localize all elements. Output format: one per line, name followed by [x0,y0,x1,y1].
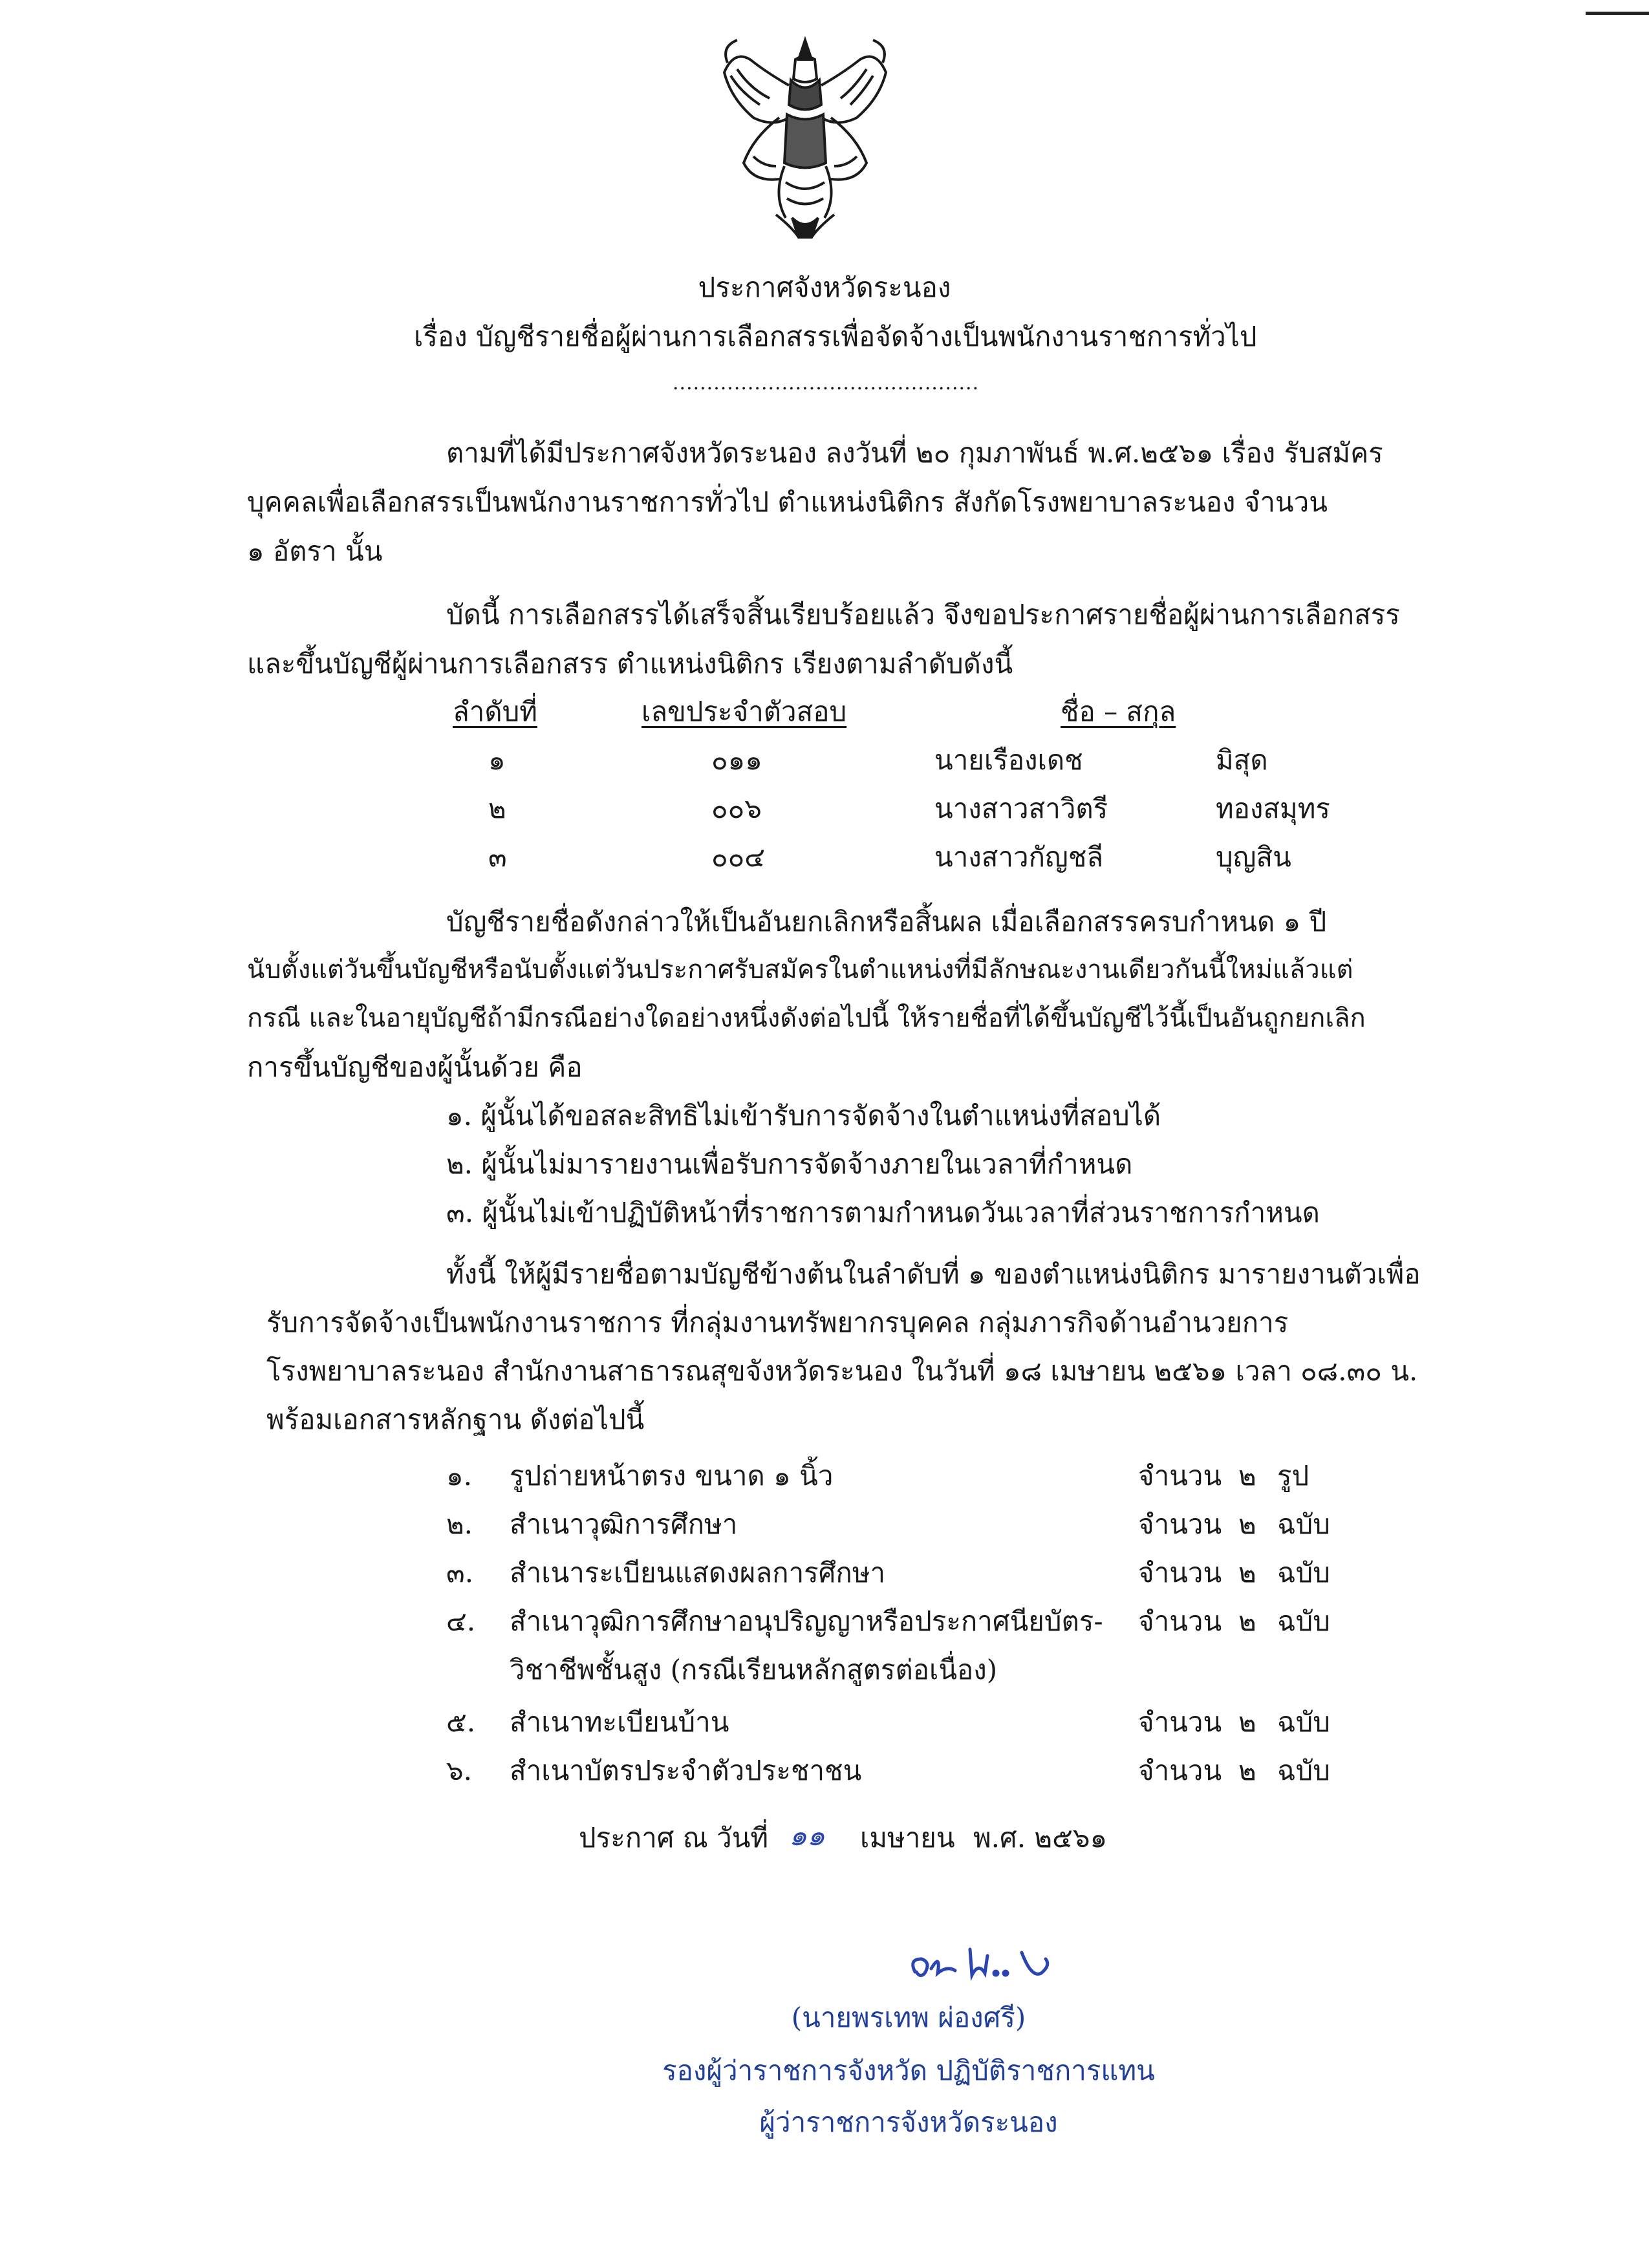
doc-text: สำเนาทะเบียนบ้าน [510,1706,729,1738]
row3-first-name: นางสาวกัญชลี [934,841,1104,873]
doc-unit: ฉบับ [1277,1508,1330,1540]
row1-last-name: มิสุด [1216,744,1268,776]
dateline-year: พ.ศ. ๒๕๖๑ [973,1822,1108,1854]
row2-last-name: ทองสมุทร [1216,793,1330,824]
doc-text: สำเนาวุฒิการศึกษาอนุปริญญาหรือประกาศนียบัตร- [510,1605,1103,1637]
doc-qty: ๒ [1238,1557,1256,1589]
doc-unit: ฉบับ [1277,1755,1330,1786]
doc-qty: ๒ [1238,1706,1256,1738]
table-header-name: ชื่อ – สกุล [1061,696,1176,727]
doc-text: รูปถ่ายหน้าตรง ขนาด ๑ นิ้ว [510,1460,834,1492]
doc-qty-label: จำนวน [1138,1460,1222,1492]
signatory-position-1: รองผู้ว่าราชการจังหวัด ปฏิบัติราชการแทน [662,2055,1155,2086]
dateline-day: ๑๑ [789,1819,825,1852]
para4-line2: รับการจัดจ้างเป็นพนักงานราชการ ที่กลุ่มงานทรัพยากรบุคคล กลุ่มภารกิจด้านอำนวยการ [266,1307,1289,1338]
dateline-month: เมษายน [860,1822,955,1854]
para3-line4: การขึ้นบัญชีของผู้นั้นด้วย คือ [247,1051,583,1083]
signatory-position-2: ผู้ว่าราชการจังหวัดระนอง [759,2106,1058,2138]
para1-line1: ตามที่ได้มีประกาศจังหวัดระนอง ลงวันที่ ๒๐ กุมภาพันธ์ พ.ศ.๒๕๖๑ เรื่อง รับสมัคร [446,437,1383,469]
doc-qty-label: จำนวน [1138,1755,1222,1786]
row2-exam-id: ๐๐๖ [711,793,762,824]
condition-item-2: ๒. ผู้นั้นไม่มารายงานเพื่อรับการจัดจ้างภายในเวลาที่กำหนด [446,1148,1133,1180]
row1-exam-id: ๐๑๑ [711,744,762,776]
para2-line1: บัดนี้ การเลือกสรรได้เสร็จสิ้นเรียบร้อยแล้ว จึงขอประกาศรายชื่อผู้ผ่านการเลือกสรร [446,599,1400,630]
doc-num: ๑. [446,1460,473,1492]
subject-line: เรื่อง บัญชีรายชื่อผู้ผ่านการเลือกสรรเพื่อจัดจ้างเป็นพนักงานราชการทั่วไป [414,321,1257,352]
doc-text: สำเนาวุฒิการศึกษา [510,1508,738,1540]
row3-exam-id: ๐๐๔ [711,841,766,873]
dateline-prefix: ประกาศ ณ วันที่ [579,1822,769,1854]
doc-qty-label: จำนวน [1138,1508,1222,1540]
doc-num: ๔. [446,1605,476,1637]
doc-unit: ฉบับ [1277,1557,1330,1589]
header-rule: ............................................. [673,372,980,394]
row2-first-name: นางสาวสาวิตรี [934,793,1108,824]
doc-num: ๒. [446,1508,473,1540]
para4-line1: ทั้งนี้ ให้ผู้มีรายชื่อตามบัญชีข้างต้นในลำดับที่ ๑ ของตำแหน่งนิติกร มารายงานตัวเพื่อ [446,1258,1421,1290]
para3-line2: นับตั้งแต่วันขึ้นบัญชีหรือนับตั้งแต่วันประกาศรับสมัครในตำแหน่งที่มีลักษณะงานเดียวกันนี้ใหม่แล้วแต่ [247,955,1353,985]
doc-unit: ฉบับ [1277,1706,1330,1738]
page-edge-mark [1586,12,1649,15]
row3-last-name: บุญสิน [1216,841,1291,873]
para1-line3: ๑ อัตรา นั้น [247,535,383,567]
para4-line4: พร้อมเอกสารหลักฐาน ดังต่อไปนี้ [266,1404,645,1435]
doc-qty: ๒ [1238,1460,1256,1492]
doc-qty: ๒ [1238,1605,1256,1637]
handwritten-signature [902,1933,1083,1991]
org-title: ประกาศจังหวัดระนอง [698,272,951,303]
doc-qty-label: จำนวน [1138,1605,1222,1637]
doc-text: สำเนาระเบียนแสดงผลการศึกษา [510,1557,886,1589]
para3-line1: บัญชีรายชื่อดังกล่าวให้เป็นอันยกเลิกหรือสิ้นผล เมื่อเลือกสรรครบกำหนด ๑ ปี [446,906,1327,937]
doc-num: ๖. [446,1755,473,1786]
doc-qty: ๒ [1238,1508,1256,1540]
doc-text: สำเนาบัตรประจำตัวประชาชน [510,1755,862,1786]
condition-item-3: ๓. ผู้นั้นไม่เข้าปฏิบัติหน้าที่ราชการตามกำหนดวันเวลาที่ส่วนราชการกำหนด [446,1197,1320,1228]
garuda-emblem [715,34,896,241]
doc-qty-label: จำนวน [1138,1706,1222,1738]
para1-line2: บุคคลเพื่อเลือกสรรเป็นพนักงานราชการทั่วไป ตำแหน่งนิติกร สังกัดโรงพยาบาลระนอง จำนวน [247,486,1328,518]
row1-first-name: นายเรืองเดช [934,744,1083,776]
row1-rank: ๑ [488,744,506,776]
table-header-rank: ลำดับที่ [453,696,537,727]
para2-line2: และขึ้นบัญชีผู้ผ่านการเลือกสรร ตำแหน่งนิติกร เรียงตามลำดับดังนี้ [247,648,1013,679]
signatory-name: (นายพรเทพ ผ่องศรี) [791,2002,1026,2033]
doc-unit: รูป [1277,1460,1310,1492]
doc-num: ๓. [446,1557,474,1589]
table-header-exam-id: เลขประจำตัวสอบ [641,696,847,727]
doc-qty: ๒ [1238,1755,1256,1786]
row3-rank: ๓ [488,841,507,873]
condition-item-1: ๑. ผู้นั้นได้ขอสละสิทธิไม่เข้ารับการจัดจ้างในตำแหน่งที่สอบได้ [446,1100,1161,1131]
doc-qty-label: จำนวน [1138,1557,1222,1589]
para3-line3: กรณี และในอายุบัญชีถ้ามีกรณีอย่างใดอย่างหนึ่งดังต่อไปนี้ ให้รายชื่อที่ได้ขึ้นบัญชีไว้นี้เป็นอันถูกยกเลิก [247,1003,1366,1033]
row2-rank: ๒ [488,793,506,824]
doc-unit: ฉบับ [1277,1605,1330,1637]
doc-num: ๕. [446,1706,476,1738]
para4-line3: โรงพยาบาลระนอง สำนักงานสาธารณสุขจังหวัดระนอง ในวันที่ ๑๘ เมษายน ๒๕๖๑ เวลา ๐๘.๓๐ น. [266,1355,1418,1387]
doc-text-continued: วิชาชีพชั้นสูง (กรณีเรียนหลักสูตรต่อเนื่อง) [510,1654,998,1685]
